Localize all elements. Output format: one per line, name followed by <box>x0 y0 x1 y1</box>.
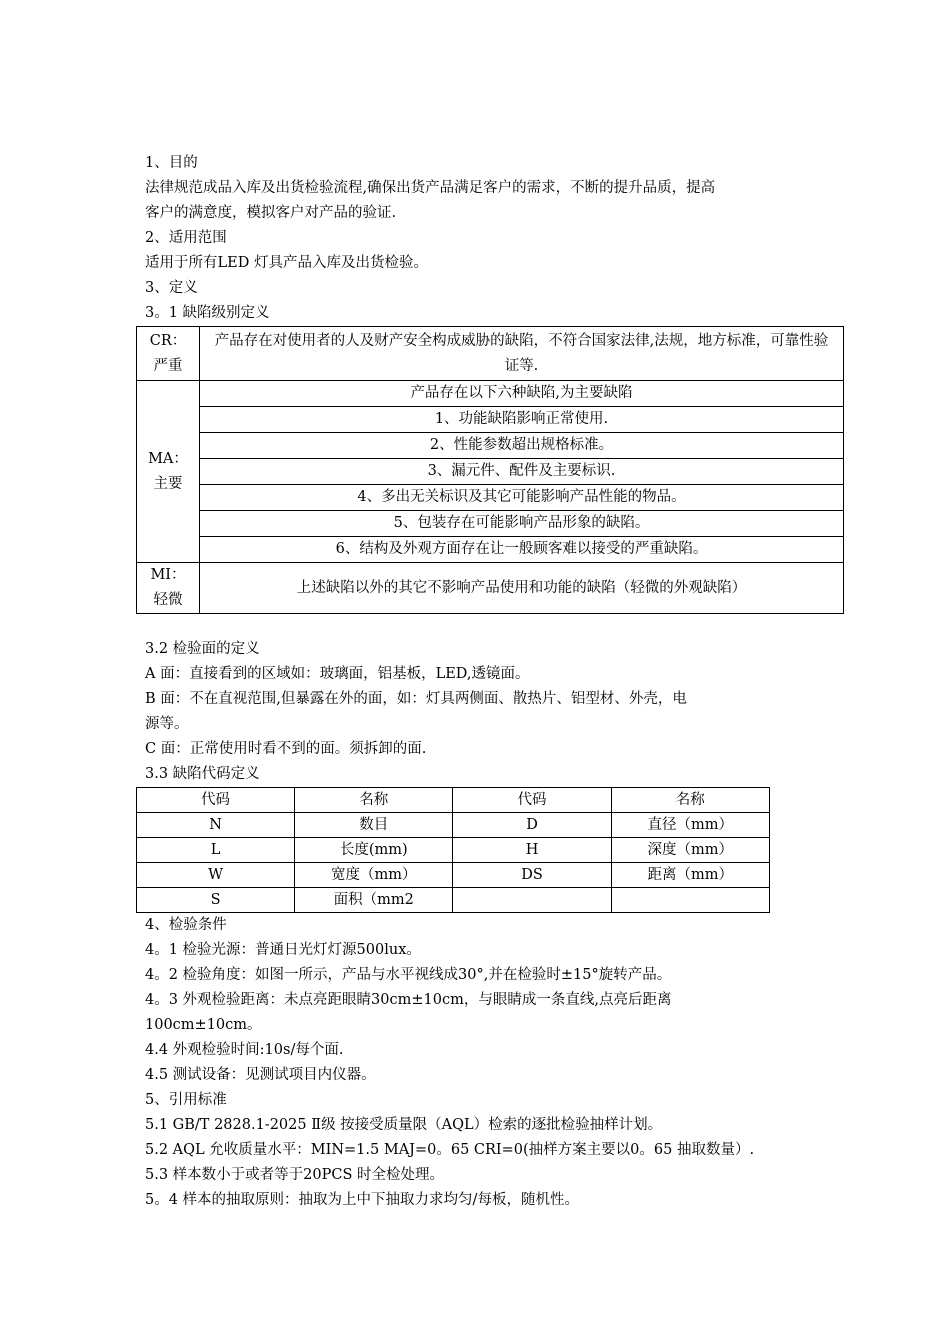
surface-c: C 面：正常使用时看不到的面。须拆卸的面. <box>145 741 427 757</box>
name-cell <box>611 888 769 913</box>
standard-item: 5.3 样本数小于或者等于20PCS 时全检处理。 <box>145 1167 445 1183</box>
section2-text: 适用于所有LED 灯具产品入库及出货检验。 <box>145 255 428 271</box>
table-row <box>137 563 844 614</box>
surface-b-line1: B 面：不在直视范围,但暴露在外的面，如：灯具两侧面、散热片、铝型材、外壳，电 <box>145 691 687 707</box>
condition-item: 4.4 外观检验时间:10s/每个面. <box>145 1042 344 1058</box>
ma-row: 3、漏元件、配件及主要标识. <box>200 459 844 485</box>
ma-label-code: MA： <box>148 450 188 467</box>
cr-description: 产品存在对使用者的人及财产安全构成威胁的缺陷，不符合国家法律,法规，地方标准，可靠性验证等. <box>200 327 844 381</box>
table-row <box>137 381 844 407</box>
cr-label-name: 严重 <box>153 357 183 374</box>
table-row <box>137 407 844 433</box>
section1-heading: 1、目的 <box>145 155 198 171</box>
condition-item: 100cm±10cm。 <box>145 1017 262 1033</box>
defect-code-table <box>136 787 770 913</box>
ma-row: 5、包装存在可能影响产品形象的缺陷。 <box>200 511 844 537</box>
table-row <box>137 888 770 913</box>
spacer <box>145 614 845 637</box>
header-cell: 名称 <box>611 788 769 813</box>
condition-item: 4.5 测试设备：见测试项目内仪器。 <box>145 1067 376 1083</box>
table-row <box>137 459 844 485</box>
standard-item: 5.2 AQL 允收质量水平：MIN=1.5 MAJ=0。65 CRI=0(抽样方案主要以0。65 抽取数量）. <box>145 1142 755 1158</box>
defect-code-heading: 3.3 缺陷代码定义 <box>145 766 260 782</box>
defect-level-heading: 3。1 缺陷级别定义 <box>145 305 270 321</box>
document-page <box>145 151 845 1213</box>
table-row <box>137 511 844 537</box>
name-cell: 长度(mm) <box>295 838 453 863</box>
ma-row: 4、多出无关标识及其它可能影响产品性能的物品。 <box>200 485 844 511</box>
code-cell: L <box>137 838 295 863</box>
standard-item: 5。4 样本的抽取原则：抽取为上中下抽取力求均匀/每板，随机性。 <box>145 1192 579 1208</box>
header-cell: 代码 <box>137 788 295 813</box>
section1-text-line1: 法律规范成品入库及出货检验流程,确保出货产品满足客户的需求，不断的提升品质，提高 <box>145 180 716 196</box>
code-cell: H <box>453 838 611 863</box>
section2-heading: 2、适用范围 <box>145 230 227 246</box>
cr-label-cell <box>137 327 200 381</box>
surface-definition-heading: 3.2 检验面的定义 <box>145 641 260 657</box>
table-row <box>137 813 770 838</box>
name-cell: 宽度（mm） <box>295 863 453 888</box>
code-cell: DS <box>453 863 611 888</box>
header-cell: 代码 <box>453 788 611 813</box>
section4-heading: 4、检验条件 <box>145 917 227 933</box>
ma-row: 产品存在以下六种缺陷,为主要缺陷 <box>200 381 844 407</box>
mi-label-code: MI： <box>150 567 186 583</box>
mi-label-cell <box>137 563 200 614</box>
name-cell: 距离（mm） <box>611 863 769 888</box>
code-cell: D <box>453 813 611 838</box>
table-header-row <box>137 788 770 813</box>
mi-label-name: 轻微 <box>153 592 183 608</box>
table-row <box>137 838 770 863</box>
standard-item: 5.1 GB/T 2828.1-2025 Ⅱ级 按接受质量限（AQL）检索的逐批检验抽样计划。 <box>145 1117 663 1133</box>
surface-b-line2: 源等。 <box>145 716 189 732</box>
table-row <box>137 327 844 381</box>
condition-item: 4。1 检验光源：普通日光灯灯源500lux。 <box>145 942 421 958</box>
surface-a: A 面：直接看到的区域如：玻璃面，铝基板，LED,透镜面。 <box>145 666 530 682</box>
table-row <box>137 537 844 563</box>
section5-heading: 5、引用标准 <box>145 1092 227 1108</box>
name-cell: 面积（mm2 <box>295 888 453 913</box>
condition-item: 4。3 外观检验距离：未点亮距眼睛30cm±10cm，与眼睛成一条直线,点亮后距离 <box>145 992 672 1008</box>
code-cell: W <box>137 863 295 888</box>
name-cell: 直径（mm） <box>611 813 769 838</box>
section3-heading: 3、定义 <box>145 280 198 296</box>
header-cell: 名称 <box>295 788 453 813</box>
cr-label-code: CR： <box>149 332 187 349</box>
mi-description: 上述缺陷以外的其它不影响产品使用和功能的缺陷（轻微的外观缺陷） <box>200 563 844 614</box>
ma-label-cell <box>137 381 200 563</box>
condition-item: 4。2 检验角度：如图一所示，产品与水平视线成30°,并在检验时±15°旋转产品。 <box>145 967 672 983</box>
code-cell <box>453 888 611 913</box>
table-row <box>137 863 770 888</box>
ma-row: 2、性能参数超出规格标准。 <box>200 433 844 459</box>
ma-row: 6、结构及外观方面存在让一般顾客难以接受的严重缺陷。 <box>200 537 844 563</box>
code-cell: N <box>137 813 295 838</box>
defect-level-table <box>136 326 844 614</box>
section1-text-line2: 客户的满意度，模拟客户对产品的验证. <box>145 205 397 221</box>
name-cell: 深度（mm） <box>611 838 769 863</box>
table-row <box>137 485 844 511</box>
name-cell: 数目 <box>295 813 453 838</box>
table-row <box>137 433 844 459</box>
ma-row: 1、功能缺陷影响正常使用. <box>200 407 844 433</box>
code-cell: S <box>137 888 295 913</box>
ma-label-name: 主要 <box>153 475 183 492</box>
